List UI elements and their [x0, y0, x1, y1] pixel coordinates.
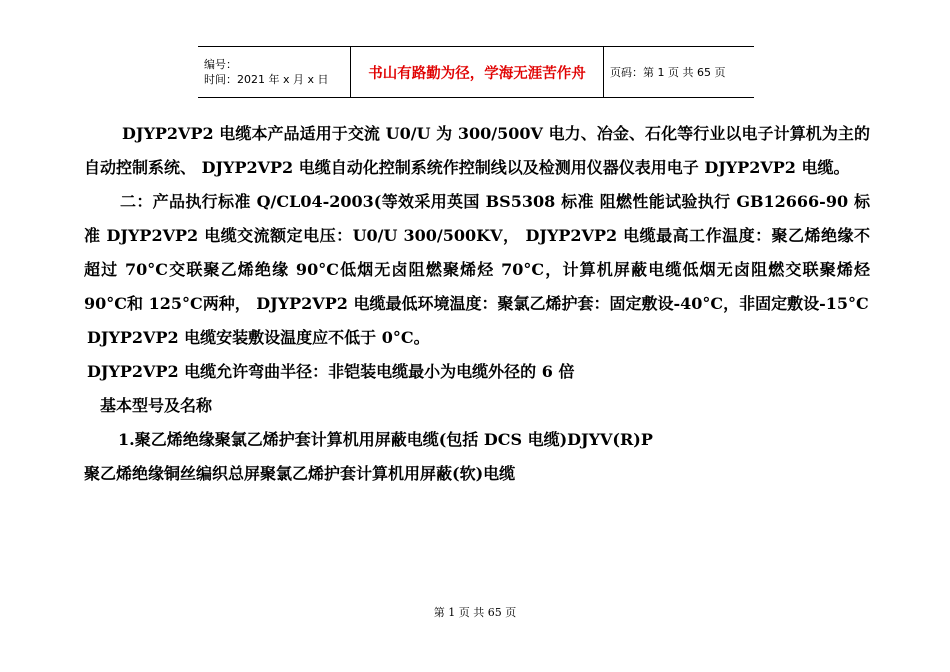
paragraph-install-temp: DJYP2VP2 电缆安装敷设温度应不低于 0°C。 — [87, 328, 430, 347]
list-item-model-1: 1.聚乙烯绝缘聚氯乙烯护套计算机用屏蔽电缆(包括 DCS 电缆)DJYV(R)P — [118, 430, 653, 449]
header-meta — [198, 47, 350, 97]
paragraph-intro: DJYP2VP2 电缆本产品适用于交流 U0/U 为 300/500V 电力、冶金、石化等行业以电子计算机为主的自动控制系统、 DJYP2VP2 电缆自动化控制系统作控制线以及检测用仪器仪表用电子 DJYP2VP2 电缆。 — [84, 124, 870, 177]
motto-text: 书山有路勤为径，学海无涯苦作舟 — [368, 65, 586, 82]
section-heading-models: 基本型号及名称 — [100, 396, 213, 415]
page-header — [198, 46, 754, 98]
header-motto — [350, 47, 604, 97]
header-page-label: 页码：第 1 页 共 65 页 — [610, 66, 726, 79]
header-page-info — [604, 47, 754, 97]
paragraph-bend-radius: DJYP2VP2 电缆允许弯曲半径：非铠装电缆最小为电缆外径的 6 倍 — [87, 362, 575, 381]
page-footer — [0, 604, 950, 620]
document-body — [84, 117, 870, 491]
document-number-label: 编号： — [204, 58, 237, 71]
document-time-label: 时间：2021 年 x 月 x 日 — [204, 73, 329, 86]
footer-page-number: 第 1 页 共 65 页 — [433, 606, 517, 619]
paragraph-standards: 二：产品执行标准 Q/CL04-2003(等效采用英国 BS5308 标准 阻燃性能试验执行 GB12666-90 标准 DJYP2VP2 电缆交流额定电压：U0/U 300/500KV， DJYP2VP2 电缆最高工作温度：聚乙烯绝缘不超过 70°C交联聚乙烯绝缘 90°C低烟无卤阻燃聚烯烃 70°C，计算机屏蔽电缆低烟无卤阻燃交联聚烯烃 90°C和 125°C两种， DJYP2VP2 电缆最低环境温度：聚氯乙烯护套：固定敷设-40°C，非固定敷设-15°C — [84, 192, 870, 313]
paragraph-model-1-desc: 聚乙烯绝缘铜丝编织总屏聚氯乙烯护套计算机用屏蔽(软)电缆 — [84, 464, 516, 483]
